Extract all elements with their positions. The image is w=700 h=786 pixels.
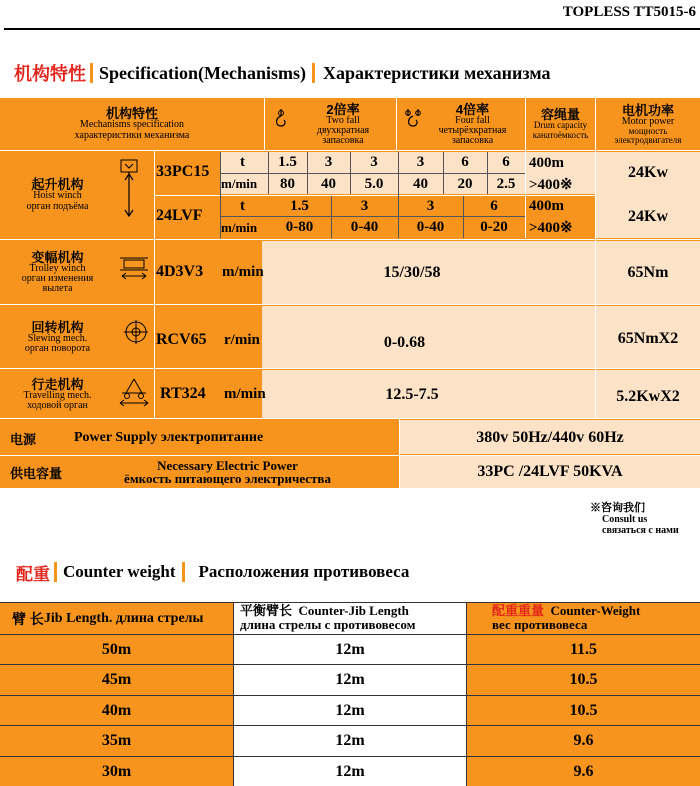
head-drum-cn: 容绳量	[540, 106, 580, 122]
hoist-en: Hoist winch	[33, 190, 82, 202]
slewing-en: Slewing mech.	[27, 332, 88, 344]
cw-cjib-cell: 12m	[335, 671, 365, 688]
cw-head-weight-ru: вес противовеса	[492, 617, 588, 633]
hoist1-s-3: 5.0	[364, 175, 384, 192]
slewing-unit: r/min	[224, 331, 260, 348]
trolley-label	[0, 241, 115, 304]
slewing-power: 65NmX2	[617, 330, 679, 347]
hoist2-s-2: 0-40	[350, 219, 379, 235]
hoist-winch-icon	[117, 158, 141, 220]
hoist1-s-6: 2.5	[496, 175, 516, 192]
cw-jib-cell: 35m	[101, 732, 132, 749]
cw-weight-cell: 10.5	[569, 701, 598, 719]
travel-label	[0, 370, 115, 418]
hoist1-model: 33PC15	[156, 163, 210, 180]
slewing-label	[0, 306, 115, 368]
trolley-en: Trolley winch	[29, 263, 86, 274]
hoist1-t-4: 3	[416, 154, 425, 170]
head-two-cn: 2倍率	[326, 101, 360, 117]
hoist2-t-4: 6	[490, 197, 498, 214]
hoist1-s-1: 80	[280, 175, 295, 192]
head-drum-ru: канатоёмкость	[532, 129, 589, 140]
head-four-en: Four fall	[455, 114, 490, 126]
head-motor-ru2: электродвигателя	[614, 134, 682, 145]
hoist1-unit: m/min	[221, 176, 258, 191]
travel-value: 12.5-7.5	[385, 386, 439, 403]
hoist1-t-3: 3	[370, 154, 378, 170]
cw-title-cn: 配重	[16, 564, 50, 584]
cw-jib-cell: 45m	[101, 671, 132, 688]
title-divider	[312, 63, 315, 83]
trolley-unit: m/min	[222, 263, 264, 280]
cw-title-en: Counter weight	[63, 562, 176, 581]
hoist1-drum-1: 400m	[529, 154, 564, 171]
grid-line	[264, 98, 265, 150]
consult-cn: ※咨询我们	[590, 502, 645, 514]
hoist-cn: 起升机构	[31, 176, 84, 192]
travel-en: Travelling mech.	[23, 389, 92, 401]
head-four-ru2: запасовка	[451, 134, 494, 146]
cw-cjib-cell: 12m	[335, 762, 365, 780]
cw-head-counter-jib	[240, 604, 466, 633]
supply-label: Power Supply электропитание	[74, 430, 264, 445]
head-motor-cn: 电机功率	[621, 102, 674, 118]
hoist1-power: 24Kw	[628, 164, 668, 181]
cw-cjib-cell: 12m	[335, 640, 365, 658]
grid-line	[154, 150, 155, 418]
hoist-ru: орган подъёма	[26, 200, 89, 212]
head-two-fall	[290, 98, 396, 150]
head-drum	[526, 98, 595, 150]
cw-cjib-cell: 12m	[335, 701, 365, 719]
cw-head-weight-cn: 配重重量	[492, 603, 545, 618]
spec-title	[14, 58, 694, 88]
travelling-mech-icon	[118, 377, 150, 407]
hoist2-t-1: 1.5	[290, 197, 309, 214]
supply-value: 380v 50Hz/440v 60Hz	[476, 429, 624, 446]
travel-model: RT324	[160, 385, 206, 402]
cw-title-ru: Расположения противовеса	[198, 562, 410, 581]
hoist1-t-6: 6	[502, 154, 510, 170]
cw-head-weight-en: Counter-Weight	[550, 603, 641, 618]
cw-cjib-cell: 12m	[335, 732, 365, 749]
travel-unit: m/min	[224, 385, 266, 402]
hoist1-t-label: t	[240, 154, 245, 170]
slewing-value: 0-0.68	[383, 334, 426, 351]
title-divider	[182, 562, 185, 582]
capacity-ru: ёмкость питающего электричества	[124, 471, 331, 486]
spec-title-en: Specification(Mechanisms)	[99, 62, 306, 83]
capacity-cn: 供电容量	[10, 465, 63, 481]
hoist2-unit: m/min	[221, 219, 258, 235]
header-rule	[4, 28, 700, 30]
consult-en: Consult us	[602, 514, 648, 526]
trolley-power: 65Nm	[627, 264, 669, 281]
cw-head-cjib-cn: 平衡臂长	[240, 603, 293, 618]
cw-jib-cell: 50m	[101, 640, 132, 658]
hoist1-s-4: 40	[413, 175, 428, 192]
head-four-cn: 4倍率	[455, 101, 490, 117]
capacity-label	[100, 456, 355, 488]
trolley-ru2: вылета	[42, 283, 73, 294]
cw-head-jib-cn: 臂 长	[12, 610, 44, 627]
hoist2-model: 24LVF	[156, 207, 203, 224]
head-mech-ru: характеристики механизма	[74, 129, 190, 141]
head-motor-en: Motor power	[621, 115, 675, 127]
hoist2-t-3: 3	[426, 197, 435, 214]
grid-line	[396, 98, 397, 150]
hoist2-s-3: 0-40	[416, 219, 445, 235]
hoist1-s-5: 20	[457, 175, 473, 192]
slewing-mech-icon	[124, 320, 148, 344]
travel-ru: ходовой орган	[27, 399, 88, 411]
head-mech-cn: 机构特性	[105, 105, 158, 121]
cw-weight-cell: 9.6	[573, 762, 594, 780]
trolley-value: 15/30/58	[383, 264, 441, 281]
consult-note	[590, 502, 679, 536]
title-divider	[90, 63, 93, 83]
hoist2-drum-2: >400※	[529, 220, 573, 236]
cw-head-cjib-en: Counter-Jib Length	[298, 603, 409, 618]
head-four-fall	[420, 98, 525, 150]
two-fall-hook-icon	[272, 108, 290, 130]
hoist1-t-1: 1.5	[278, 154, 297, 170]
head-two-ru1: двухкратная	[316, 124, 370, 136]
hoist1-t-2: 3	[324, 154, 333, 170]
head-four-ru1: четырёхкратная	[438, 124, 507, 136]
travel-power: 5.2KwX2	[616, 388, 680, 405]
cw-head-cjib-ru: длина стрелы с противовесом	[240, 617, 416, 633]
trolley-ru1: орган изменения	[21, 273, 94, 284]
trolley-cn: 变幅机构	[31, 250, 84, 265]
hoist2-s-1: 0-80	[285, 219, 314, 235]
head-two-en: Two fall	[326, 114, 360, 126]
spec-title-cn: 机构特性	[14, 64, 86, 84]
cw-head-jib-rest: Jib Length. длина стрелы	[43, 610, 204, 626]
cw-head-weight	[492, 604, 700, 633]
cw-jib-cell: 40m	[101, 701, 132, 719]
head-motor	[596, 98, 700, 150]
cw-weight-cell: 11.5	[569, 640, 598, 658]
hoist2-t-label: t	[240, 197, 245, 214]
capacity-value: 33PC /24LVF 50KVA	[477, 463, 623, 480]
head-drum-en: Drum capacity	[533, 120, 588, 131]
hoist2-s-4: 0-20	[480, 219, 508, 235]
hoist2-drum-1: 400m	[529, 197, 564, 214]
capacity-en: Necessary Electric Power	[157, 458, 298, 473]
cw-weight-cell: 10.5	[569, 671, 598, 688]
slewing-model: RCV65	[156, 331, 207, 348]
trolley-winch-icon	[118, 254, 150, 290]
grid-line	[0, 418, 700, 419]
hoist1-drum-2: >400※	[529, 176, 573, 193]
hoist1-s-2: 40	[321, 175, 336, 192]
title-divider	[54, 562, 57, 582]
cw-title	[16, 558, 696, 586]
hoist1-t-5: 6	[461, 154, 469, 170]
travel-cn: 行走机构	[31, 376, 84, 392]
cw-weight-cell: 9.6	[573, 732, 594, 749]
consult-ru: связаться с нами	[602, 525, 679, 537]
hoist2-t-2: 3	[360, 197, 369, 214]
supply-cn: 电源	[10, 431, 37, 447]
slewing-cn: 回转机构	[31, 319, 84, 335]
hoist2-power: 24Kw	[628, 208, 668, 225]
cw-head-jib	[12, 603, 203, 634]
head-mech-en: Mechanisms specification	[79, 119, 185, 131]
cw-jib-cell: 30m	[101, 762, 132, 780]
trolley-model: 4D3V3	[156, 263, 204, 280]
hoist-label	[0, 152, 115, 238]
head-two-ru2: запасовка	[322, 134, 364, 146]
head-mech	[0, 98, 264, 150]
slewing-ru: орган поворота	[24, 342, 91, 354]
head-motor-ru1: мощность	[628, 125, 668, 136]
document-model: TOPLESS TT5015-6	[562, 4, 696, 20]
spec-title-ru: Характеристики механизма	[322, 62, 551, 83]
